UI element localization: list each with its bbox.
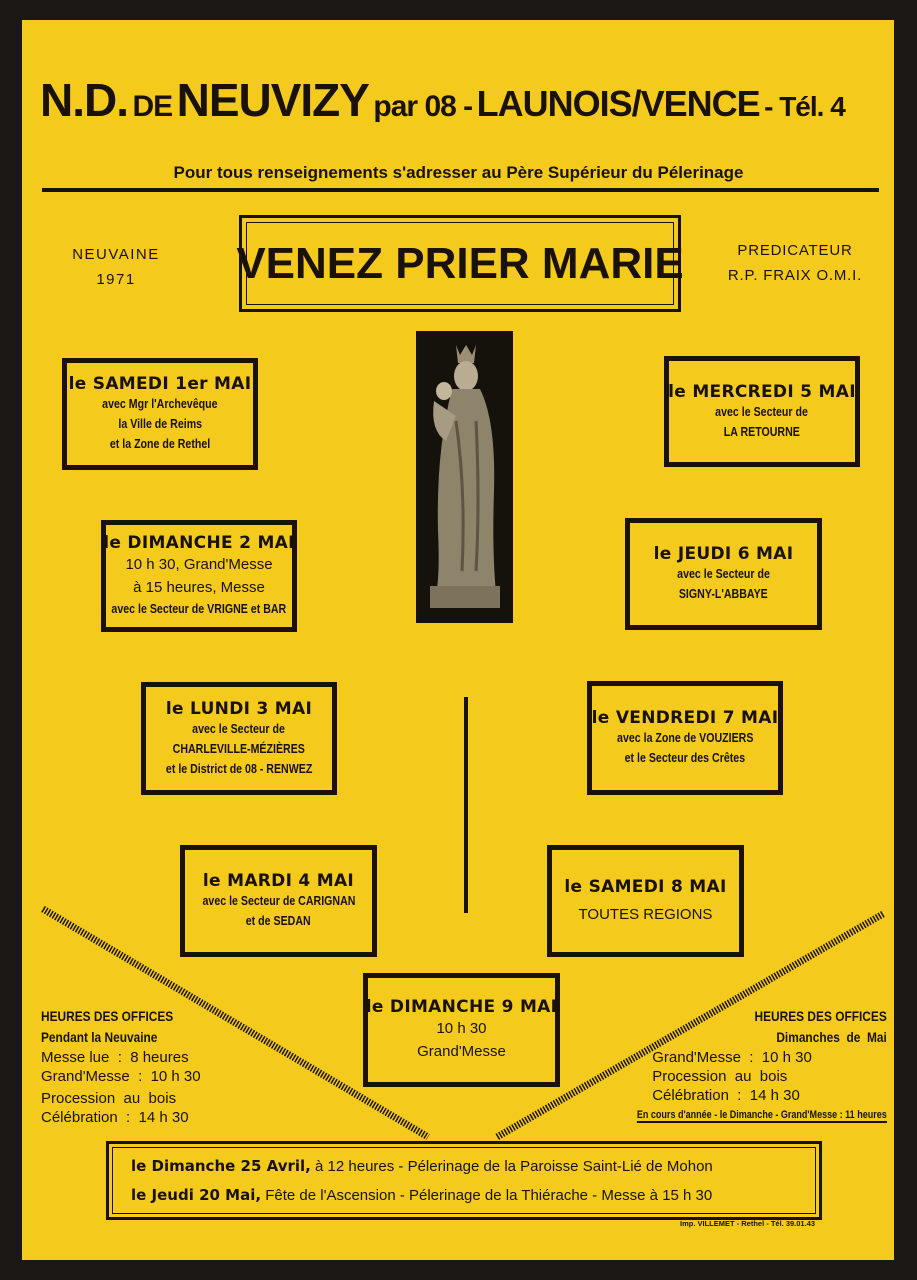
bottom-events-box xyxy=(106,1141,822,1220)
office-line: Grand'Messe : 10 h 30 xyxy=(652,1049,812,1066)
offices-right xyxy=(582,1006,887,1123)
day-line: Grand'Messe xyxy=(417,1043,506,1060)
offices-left xyxy=(41,1006,201,1127)
day-title: le DIMANCHE 2 MAI xyxy=(103,533,295,553)
day-line: avec le Secteur de VRIGNE et BAR xyxy=(111,602,287,616)
day-line: TOUTES REGIONS xyxy=(578,905,713,923)
title-par: par 08 - xyxy=(373,90,473,123)
predicateur-text: PREDICATEUR xyxy=(737,242,853,259)
neuvaine-year: 1971 xyxy=(96,271,136,288)
title-launois: LAUNOIS/VENCE xyxy=(476,83,760,124)
office-line: Messe lue : 8 heures xyxy=(41,1049,189,1066)
day-line: avec le Secteur de xyxy=(715,404,809,419)
day-title: le JEUDI 6 MAI xyxy=(653,544,794,564)
header-subtitle: Pour tous renseignements s'adresser au Père Supérieur du Pélerinage xyxy=(173,163,744,182)
day-title: le MERCREDI 5 MAI xyxy=(668,381,856,402)
title-nd: N.D. xyxy=(40,74,128,126)
offices-subheading: Pendant la Neuvaine xyxy=(41,1029,158,1045)
offices-subheading: Dimanches de Mai xyxy=(776,1029,887,1045)
day-line: et la Zone de Rethel xyxy=(109,437,211,451)
printer-credit: Imp. VILLEMET - Rethel - Tél. 39.01.43 xyxy=(680,1219,816,1228)
day-line: à 15 heures, Messe xyxy=(133,579,265,596)
title-tel: - Tél. 4 xyxy=(764,91,845,122)
predicateur-name: R.P. FRAIX O.M.I. xyxy=(727,267,863,284)
day-title: le LUNDI 3 MAI xyxy=(165,698,313,719)
title-de: DE xyxy=(132,90,173,123)
bottom-date-2: le Jeudi 20 Mai, xyxy=(131,1185,262,1204)
day-title: le DIMANCHE 9 MAI xyxy=(365,997,558,1017)
day-line: avec la Zone de VOUZIERS xyxy=(616,731,754,745)
title-neuvizy: NEUVIZY xyxy=(176,74,369,126)
day-line: et le District de 08 - RENWEZ xyxy=(165,761,313,776)
day-title: le VENDREDI 7 MAI xyxy=(591,708,779,728)
day-title: le SAMEDI 8 MAI xyxy=(564,876,727,897)
day-line: CHARLEVILLE-MÉZIÈRES xyxy=(172,741,306,756)
bottom-line-1 xyxy=(131,1152,713,1181)
day-line: 10 h 30, Grand'Messe xyxy=(125,556,273,573)
day-line: avec le Secteur de xyxy=(192,721,286,736)
main-title: VENEZ PRIER MARIE xyxy=(236,238,684,288)
day-line: la Ville de Reims xyxy=(118,417,202,431)
offices-heading: HEURES DES OFFICES xyxy=(41,1008,174,1024)
office-line: Procession au bois xyxy=(652,1068,788,1085)
day-line: avec le Secteur de CARIGNAN xyxy=(202,894,355,908)
neuvaine-text: NEUVAINE xyxy=(72,246,160,263)
office-line: Procession au bois xyxy=(41,1090,177,1107)
office-line: Célébration : 14 h 30 xyxy=(652,1087,800,1104)
office-line: Grand'Messe : 10 h 30 xyxy=(41,1068,201,1085)
day-line: et de SEDAN xyxy=(246,914,311,928)
day-title: le MARDI 4 MAI xyxy=(202,871,355,891)
day-line: avec Mgr l'Archevêque xyxy=(102,397,218,411)
offices-heading: HEURES DES OFFICES xyxy=(754,1008,887,1024)
day-line: LA RETOURNE xyxy=(723,424,801,439)
day-line: SIGNY-L'ABBAYE xyxy=(679,587,768,601)
bottom-date-1: le Dimanche 25 Avril, xyxy=(131,1156,311,1175)
offices-note: En cours d'année - le Dimanche - Grand'Messe : 11 heures xyxy=(637,1109,887,1121)
bottom-line-2 xyxy=(131,1181,712,1210)
day-line: et le Secteur des Crêtes xyxy=(624,751,746,765)
day-line: 10 h 30 xyxy=(436,1020,487,1037)
bottom-text-2: Fête de l'Ascension - Pélerinage de la Thiérache - Messe à 15 h 30 xyxy=(261,1186,713,1204)
bottom-text-1: à 12 heures - Pélerinage de la Paroisse Saint-Lié de Mohon xyxy=(310,1157,713,1175)
office-line: Célébration : 14 h 30 xyxy=(41,1109,189,1126)
day-title: le SAMEDI 1er MAI xyxy=(68,374,252,394)
day-line: avec le Secteur de xyxy=(677,567,770,581)
